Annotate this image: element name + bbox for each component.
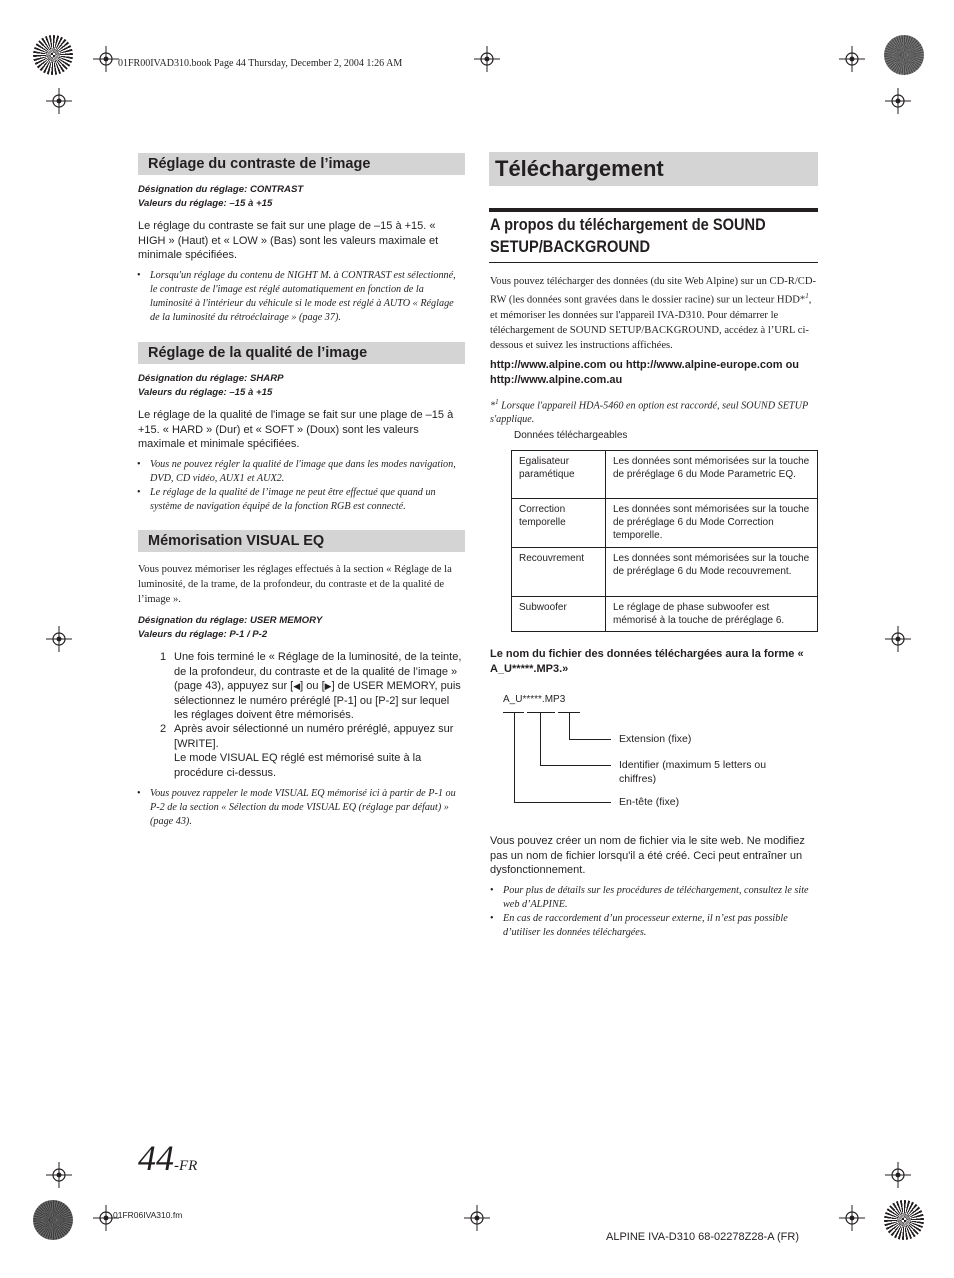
table-cell: Les données sont mémorisées sur la touche de préréglage 6 du Mode Parametric EQ. <box>606 451 818 499</box>
step-number: 1 <box>160 651 167 663</box>
section-title-quality: Réglage de la qualité de l’image <box>138 342 465 364</box>
setting-values: Valeurs du réglage: –15 à +15 <box>138 387 273 398</box>
footer-filename: 01FR06IVA310.fm <box>113 1210 183 1220</box>
table-row <box>512 548 818 597</box>
diagram-leader <box>514 712 515 802</box>
diagram-leader <box>540 712 541 765</box>
visual-eq-note: • Vous pouvez rappeler le mode VISUAL EQ mémorisé ici à partir de P-1 ou P-2 de la section « Sélection du mode VISUAL EQ (réglage par défaut) » (page 43). <box>137 788 456 827</box>
left-arrow-icon: ◀ <box>293 681 301 692</box>
key-p1: P-1 <box>336 694 354 707</box>
diagram-header-label: En-tête (fixe) <box>619 796 680 808</box>
download-intro: Vous pouvez télécharger des données (du site Web Alpine) sur un CD-R/CD-RW (les données sont gravées dans le dossier racine) sur un lecteur HDD*$^1$, et mémoriser les données sur l'appareil IVA-D310. Pour démarrer le téléchargement de SOUND SETUP/BACKGROUND, accédez à l’URL ci-dessous et suivez les instructions affichées. <box>490 276 817 351</box>
download-note-1: • Pour plus de détails sur les procédures de téléchargement, consultez le site web d’ALPINE. <box>490 885 809 910</box>
registration-mark-icon <box>474 46 500 72</box>
table-row <box>512 499 818 548</box>
color-target-icon <box>33 35 73 75</box>
subtitle-rule <box>489 262 818 263</box>
registration-mark-icon <box>885 88 911 114</box>
closing-text: Vous pouvez créer un nom de fichier via le site web. Ne modifiez pas un nom de fichier lorsqu'il a été créé. Ceci peut entraîner un dysfonctionnement. <box>490 835 805 877</box>
diagram-bracket <box>527 712 555 713</box>
color-target-icon <box>884 35 924 75</box>
footer-model: ALPINE IVA-D310 68-02278Z28-A (FR) <box>606 1231 799 1243</box>
quality-note-1: • Vous ne pouvez régler la qualité de l'image que dans les modes navigation, DVD, CD vidéo, AUX1 et AUX2. <box>137 459 456 484</box>
diagram-identifier-label: Identifier (maximum 5 letters ou chiffres) <box>619 759 767 785</box>
right-arrow-icon: ▶ <box>324 681 332 692</box>
table-cell: Subwoofer <box>512 597 606 632</box>
section-title-visual-eq: Mémorisation VISUAL EQ <box>138 530 465 552</box>
registration-mark-icon <box>464 1205 490 1231</box>
table-cell: Le réglage de phase subwoofer est mémorisé à la touche de préréglage 6. <box>606 597 818 632</box>
subtitle-rule <box>489 208 818 212</box>
step-number: 2 <box>160 723 167 735</box>
contrast-body: Le réglage du contraste se fait sur une plage de –15 à +15. « HIGH » (Haut) et « LOW » (Bas) sont les valeurs maximale et minimale spécifiées. <box>138 220 439 262</box>
footnote: *$^1$ Lorsque l'appareil HDA-5460 en option est raccordé, seul SOUND SETUP s'applique. <box>490 398 808 426</box>
quality-body: Le réglage de la qualité de l'image se fait sur une plage de –15 à +15. « HARD » (Dur) et « SOFT » (Doux) sont les valeurs maximale et minimale spécifiées. <box>138 409 454 451</box>
registration-mark-icon <box>46 88 72 114</box>
table-cell: Les données sont mémorisées sur la touche de préréglage 6 du Mode recouvrement. <box>606 548 818 597</box>
setting-values: Valeurs du réglage: P-1 / P-2 <box>138 629 268 640</box>
step-2: 2 Après avoir sélectionné un numéro préréglé, appuyez sur [WRITE]. Le mode VISUAL EQ réglé est mémorisé suite à la procédure ci-dessus. <box>160 723 454 779</box>
diagram-leader <box>569 712 570 739</box>
subtitle: A propos du téléchargement de SOUND SETUP/BACKGROUND <box>490 215 766 256</box>
page-number: 44-FR <box>138 1138 198 1178</box>
registration-mark-icon <box>839 46 865 72</box>
registration-mark-icon <box>839 1205 865 1231</box>
table-caption: Données téléchargeables <box>514 430 628 441</box>
download-note-2: • En cas de raccordement d’un processeur externe, il n’est pas possible d’utiliser les données téléchargées. <box>490 913 788 938</box>
table-row <box>512 451 818 499</box>
registration-mark-icon <box>885 626 911 652</box>
table-cell: Egalisateur paramétique <box>512 451 606 499</box>
diagram-leader <box>540 765 611 766</box>
setting-designation: Désignation du réglage: SHARP <box>138 373 284 384</box>
registration-mark-icon <box>46 1162 72 1188</box>
diagram-leader <box>569 739 611 740</box>
download-urls: http://www.alpine.com ou http://www.alpine-europe.com ou http://www.alpine.com.au <box>490 359 800 386</box>
contrast-note: • Lorsqu'un réglage du contenu de NIGHT M. à CONTRAST est sélectionné, le contraste de l'image est réglé automatiquement en fonction de la luminosité à l'intérieur du véhicule si le mode est réglé à AUTO « Réglage de la luminosité du rétroéclairage » (page 37). <box>137 270 456 323</box>
diagram-extension-label: Extension (fixe) <box>619 733 692 745</box>
color-target-icon <box>33 1200 73 1240</box>
key-p2: P-2 <box>378 694 396 707</box>
registration-mark-icon <box>93 46 119 72</box>
setting-designation: Désignation du réglage: USER MEMORY <box>138 615 323 626</box>
page-title: Téléchargement <box>495 156 664 181</box>
quality-note-2: • Le réglage de la qualité de l’image ne peut être effectué que quand un système de navigation équipé de la fonction RGB est connecté. <box>137 487 436 512</box>
color-target-icon <box>884 1200 924 1240</box>
table-cell: Correction temporelle <box>512 499 606 548</box>
diagram-filename: A_U*****.MP3 <box>503 694 566 705</box>
registration-mark-icon <box>885 1162 911 1188</box>
filename-note: Le nom du fichier des données téléchargées aura la forme « A_U*****.MP3.» <box>490 648 804 675</box>
key-write: WRITE <box>177 737 213 750</box>
visual-eq-intro: Vous pouvez mémoriser les réglages effectués à la section « Réglage de la luminosité, de la trame, de la profondeur, du contraste et de la qualité de l’image ». <box>138 564 452 605</box>
section-title-contrast: Réglage du contraste de l’image <box>138 153 465 175</box>
table-row <box>512 597 818 632</box>
table-cell: Recouvrement <box>512 548 606 597</box>
step-1: 1 Une fois terminé le « Réglage de la luminosité, de la teinte, de la profondeur, du contraste et de la qualité de l’image » (page 43), appuyez sur [◀] ou [▶] de USER MEMORY, puis sélectionnez le numéro préréglé [P-1] ou [P-2] sur lequel les réglages doivent être mémorisés. <box>160 651 462 722</box>
print-info: 01FR00IVAD310.book Page 44 Thursday, December 2, 2004 1:26 AM <box>118 58 403 69</box>
setting-designation: Désignation du réglage: CONTRAST <box>138 184 304 195</box>
registration-mark-icon <box>46 626 72 652</box>
diagram-leader <box>514 802 611 803</box>
downloadable-data-table <box>511 450 818 632</box>
table-cell: Les données sont mémorisées sur la touche de préréglage 6 du Mode Correction temporelle. <box>606 499 818 548</box>
setting-values: Valeurs du réglage: –15 à +15 <box>138 198 273 209</box>
